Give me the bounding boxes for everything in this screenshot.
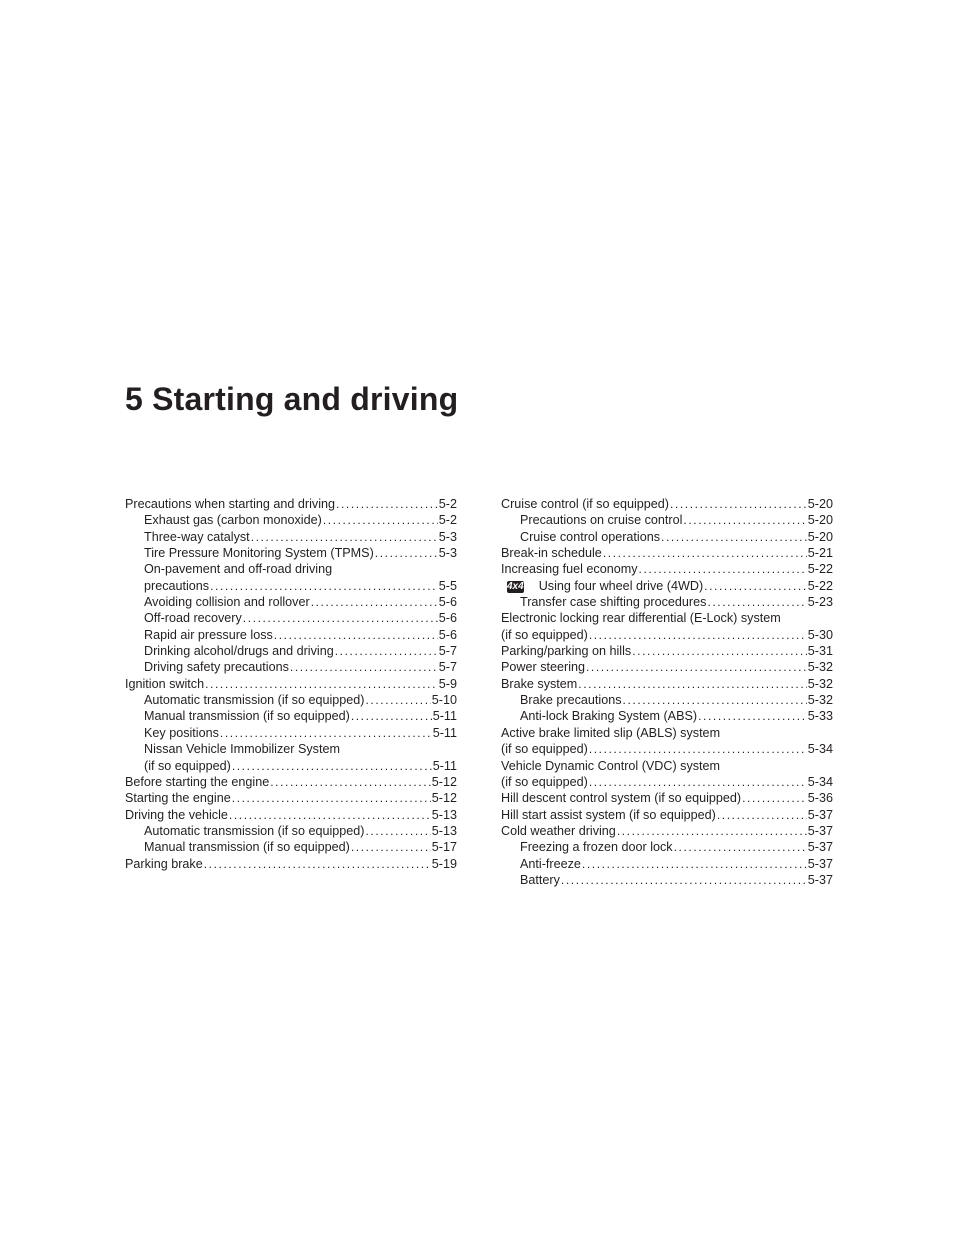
toc-entry-page: 5-22 xyxy=(807,562,833,577)
toc-entry[interactable] xyxy=(125,676,457,692)
toc-entry-label: (if so equipped) xyxy=(501,627,588,642)
dot-leader xyxy=(586,659,807,675)
toc-entry-label: Cold weather driving xyxy=(501,823,616,838)
dot-leader xyxy=(232,790,431,806)
dot-leader xyxy=(232,758,432,774)
dot-leader xyxy=(603,545,807,561)
toc-entry-page: 5-21 xyxy=(807,546,833,561)
dot-leader xyxy=(632,643,807,659)
toc-entry-label: Automatic transmission (if so equipped) xyxy=(144,823,365,838)
dot-leader xyxy=(366,692,431,708)
toc-entry-page: 5-20 xyxy=(807,497,833,511)
dot-leader xyxy=(251,529,438,545)
toc-left-column xyxy=(125,496,457,872)
toc-entry-label: Avoiding collision and rollover xyxy=(144,595,310,610)
toc-entry-label: Brake precautions xyxy=(520,693,622,708)
toc-entry-page: 5-32 xyxy=(807,660,833,675)
toc-entry[interactable] xyxy=(501,823,833,839)
toc-entry[interactable] xyxy=(125,790,457,806)
toc-entry-label: Driving safety precautions xyxy=(144,660,289,675)
toc-entry-label: Anti-lock Braking System (ABS) xyxy=(520,709,698,724)
toc-entry[interactable] xyxy=(125,741,457,774)
toc-entry[interactable] xyxy=(125,561,457,594)
toc-entry-page: 5-34 xyxy=(807,742,833,757)
toc-entry[interactable] xyxy=(501,708,833,724)
dot-leader xyxy=(351,839,431,855)
toc-entry-page: 5-31 xyxy=(807,644,833,659)
toc-entry-label: Starting the engine xyxy=(125,791,231,806)
toc-entry-label: Tire Pressure Monitoring System (TPMS) xyxy=(144,546,374,561)
dot-leader xyxy=(674,839,807,855)
toc-entry-page: 5-2 xyxy=(438,513,457,528)
toc-entry[interactable] xyxy=(501,856,833,872)
toc-entry[interactable] xyxy=(125,774,457,790)
dot-leader xyxy=(366,823,431,839)
toc-entry-label: Three-way catalyst xyxy=(144,529,250,544)
toc-entry[interactable] xyxy=(125,839,457,855)
dot-leader xyxy=(582,856,807,872)
toc-entry-label: Manual transmission (if so equipped) xyxy=(144,709,350,724)
toc-entry-page: 5-32 xyxy=(807,676,833,691)
toc-entry-label: (if so equipped) xyxy=(501,774,588,789)
toc-entry-page: 5-33 xyxy=(807,709,833,724)
dot-leader xyxy=(623,692,807,708)
toc-entry-label: Nissan Vehicle Immobilizer System xyxy=(144,742,340,757)
toc-entry[interactable] xyxy=(125,708,457,724)
toc-entry-page: 5-32 xyxy=(807,693,833,708)
dot-leader xyxy=(589,741,807,757)
toc-entry-label: Brake system xyxy=(501,676,578,691)
toc-entry[interactable] xyxy=(501,561,833,577)
toc-entry-page: 5-37 xyxy=(807,872,833,887)
toc-entry[interactable] xyxy=(125,610,457,626)
toc-entry-label: Using four wheel drive (4WD) xyxy=(538,578,704,593)
toc-entry-label: Hill descent control system (if so equipped) xyxy=(501,791,742,806)
toc-entry-label: Driving the vehicle xyxy=(125,807,228,822)
toc-entry-label: Power steering xyxy=(501,660,585,675)
toc-entry[interactable] xyxy=(501,758,833,791)
dot-leader xyxy=(670,496,807,512)
toc-entry-page: 5-20 xyxy=(807,529,833,544)
dot-leader xyxy=(323,512,438,528)
toc-entry-continuation xyxy=(501,774,833,790)
dot-leader xyxy=(229,807,431,823)
toc-entry-page: 5-7 xyxy=(438,660,457,675)
toc-entry-page: 5-3 xyxy=(438,529,457,544)
toc-entry-page: 5-6 xyxy=(438,627,457,642)
toc-entry[interactable] xyxy=(501,578,833,594)
toc-entry[interactable] xyxy=(125,627,457,643)
dot-leader xyxy=(351,708,432,724)
toc-entry-page: 5-37 xyxy=(807,840,833,855)
toc-entry-label: Hill start assist system (if so equipped) xyxy=(501,807,716,822)
dot-leader xyxy=(639,561,807,577)
toc-entry-page: 5-12 xyxy=(431,774,457,789)
toc-entry-continuation xyxy=(501,741,833,757)
toc-entry[interactable] xyxy=(125,807,457,823)
toc-entry-page: 5-30 xyxy=(807,627,833,642)
toc-entry-page: 5-10 xyxy=(431,693,457,708)
toc-entry[interactable] xyxy=(125,594,457,610)
toc-entry-label: Parking brake xyxy=(125,856,203,871)
toc-entry-label: Break-in schedule xyxy=(501,546,602,561)
dot-leader xyxy=(335,643,438,659)
dot-leader xyxy=(270,774,431,790)
toc-entry-label: (if so equipped) xyxy=(144,758,231,773)
toc-entry-label: Key positions xyxy=(144,725,219,740)
toc-entry-label: Parking/parking on hills xyxy=(501,644,632,659)
toc-entry-label: Automatic transmission (if so equipped) xyxy=(144,693,365,708)
dot-leader xyxy=(589,627,807,643)
toc-entry-label: Transfer case shifting procedures xyxy=(520,595,707,610)
toc-entry[interactable] xyxy=(501,725,833,758)
dot-leader xyxy=(311,594,438,610)
toc-entry-label: Electronic locking rear differential (E-Lock) system xyxy=(501,611,781,626)
toc-entry-page: 5-5 xyxy=(438,578,457,593)
toc-entry[interactable] xyxy=(125,725,457,741)
toc-entry-label: Manual transmission (if so equipped) xyxy=(144,840,350,855)
dot-leader xyxy=(375,545,438,561)
toc-entry[interactable] xyxy=(125,856,457,872)
toc-entry-page: 5-17 xyxy=(431,840,457,855)
toc-entry[interactable] xyxy=(125,659,457,675)
toc-entry-page: 5-37 xyxy=(807,856,833,871)
toc-entry[interactable] xyxy=(125,496,457,512)
dot-leader xyxy=(617,823,807,839)
toc-entry-page: 5-6 xyxy=(438,611,457,626)
toc-entry-page: 5-23 xyxy=(807,595,833,610)
toc-entry[interactable] xyxy=(501,872,833,888)
toc-entry[interactable] xyxy=(501,545,833,561)
toc-entry-label: Anti-freeze xyxy=(520,856,581,871)
toc-entry-label: Increasing fuel economy xyxy=(501,562,638,577)
toc-entry-page: 5-36 xyxy=(807,791,833,806)
toc-entry-label: Before starting the engine xyxy=(125,774,270,789)
toc-entry[interactable] xyxy=(501,692,833,708)
toc-entry-page: 5-11 xyxy=(432,758,457,773)
toc-entry-label: Precautions when starting and driving xyxy=(125,497,336,511)
dot-leader xyxy=(220,725,432,741)
toc-entry-label: Active brake limited slip (ABLS) system xyxy=(501,725,721,740)
toc-entry[interactable] xyxy=(501,496,833,512)
toc-entry-label: precautions xyxy=(144,578,210,593)
dot-leader xyxy=(205,676,438,692)
toc-entry[interactable] xyxy=(501,790,833,806)
toc-entry-page: 5-6 xyxy=(438,595,457,610)
toc-entry-page: 5-11 xyxy=(432,725,457,740)
toc-entry[interactable] xyxy=(125,643,457,659)
toc-entry[interactable] xyxy=(501,512,833,528)
toc-entry[interactable] xyxy=(125,545,457,561)
toc-entry-label: Precautions on cruise control xyxy=(520,513,683,528)
toc-entry-page: 5-37 xyxy=(807,823,833,838)
dot-leader xyxy=(290,659,438,675)
dot-leader xyxy=(578,676,806,692)
dot-leader xyxy=(243,610,438,626)
dot-leader xyxy=(742,790,807,806)
toc-entry-page: 5-11 xyxy=(432,709,457,724)
toc-entry-page: 5-37 xyxy=(807,807,833,822)
toc-entry[interactable] xyxy=(125,823,457,839)
toc-entry-page: 5-13 xyxy=(431,807,457,822)
dot-leader xyxy=(707,594,806,610)
toc-entry-continuation xyxy=(501,627,833,643)
toc-entry-label: Ignition switch xyxy=(125,676,205,691)
toc-entry-page: 5-19 xyxy=(431,856,457,871)
toc-entry-page: 5-7 xyxy=(438,644,457,659)
dot-leader xyxy=(210,578,438,594)
dot-leader xyxy=(561,872,807,888)
dot-leader xyxy=(274,627,438,643)
toc-entry-label: Rapid air pressure loss xyxy=(144,627,273,642)
toc-entry[interactable] xyxy=(501,676,833,692)
dot-leader xyxy=(704,578,807,594)
toc-entry[interactable] xyxy=(125,529,457,545)
toc-entry-page: 5-34 xyxy=(807,774,833,789)
chapter-title: 5 Starting and driving xyxy=(125,381,459,418)
toc-right-column xyxy=(501,496,833,888)
toc-entry-page: 5-2 xyxy=(438,497,457,511)
toc-entry-label: Exhaust gas (carbon monoxide) xyxy=(144,513,322,528)
toc-entry[interactable] xyxy=(125,512,457,528)
dot-leader xyxy=(589,774,807,790)
four-wheel-drive-icon: 4x4 xyxy=(507,580,524,592)
toc-entry-label: On-pavement and off-road driving xyxy=(144,562,333,577)
toc-entry[interactable] xyxy=(501,529,833,545)
toc-entry-page: 5-9 xyxy=(438,676,457,691)
toc-entry-page: 5-13 xyxy=(431,823,457,838)
toc-entry-label: Drinking alcohol/drugs and driving xyxy=(144,644,334,659)
dot-leader xyxy=(683,512,806,528)
toc-entry[interactable] xyxy=(501,610,833,643)
toc-entry-label: Off-road recovery xyxy=(144,611,242,626)
toc-entry-label: Cruise control operations xyxy=(520,529,661,544)
toc-entry-page: 5-12 xyxy=(431,791,457,806)
toc-entry-page: 5-20 xyxy=(807,513,833,528)
dot-leader xyxy=(717,807,807,823)
toc-entry-label: Battery xyxy=(520,872,560,887)
toc-entry-continuation xyxy=(144,758,457,774)
dot-leader xyxy=(698,708,807,724)
toc-entry[interactable] xyxy=(125,692,457,708)
toc-entry-label: Vehicle Dynamic Control (VDC) system xyxy=(501,758,721,773)
toc-entry-page: 5-3 xyxy=(438,546,457,561)
dot-leader xyxy=(661,529,807,545)
toc-entry-page: 5-22 xyxy=(807,578,833,593)
toc-entry-continuation xyxy=(144,578,457,594)
toc-entry[interactable] xyxy=(501,807,833,823)
dot-leader xyxy=(204,856,431,872)
toc-entry[interactable] xyxy=(501,594,833,610)
toc-entry[interactable] xyxy=(501,659,833,675)
toc-entry-label: Freezing a frozen door lock xyxy=(520,840,673,855)
dot-leader xyxy=(336,496,438,512)
toc-entry[interactable] xyxy=(501,643,833,659)
toc-entry-label: Cruise control (if so equipped) xyxy=(501,497,669,511)
toc-entry[interactable] xyxy=(501,839,833,855)
toc-entry-label: (if so equipped) xyxy=(501,742,588,757)
